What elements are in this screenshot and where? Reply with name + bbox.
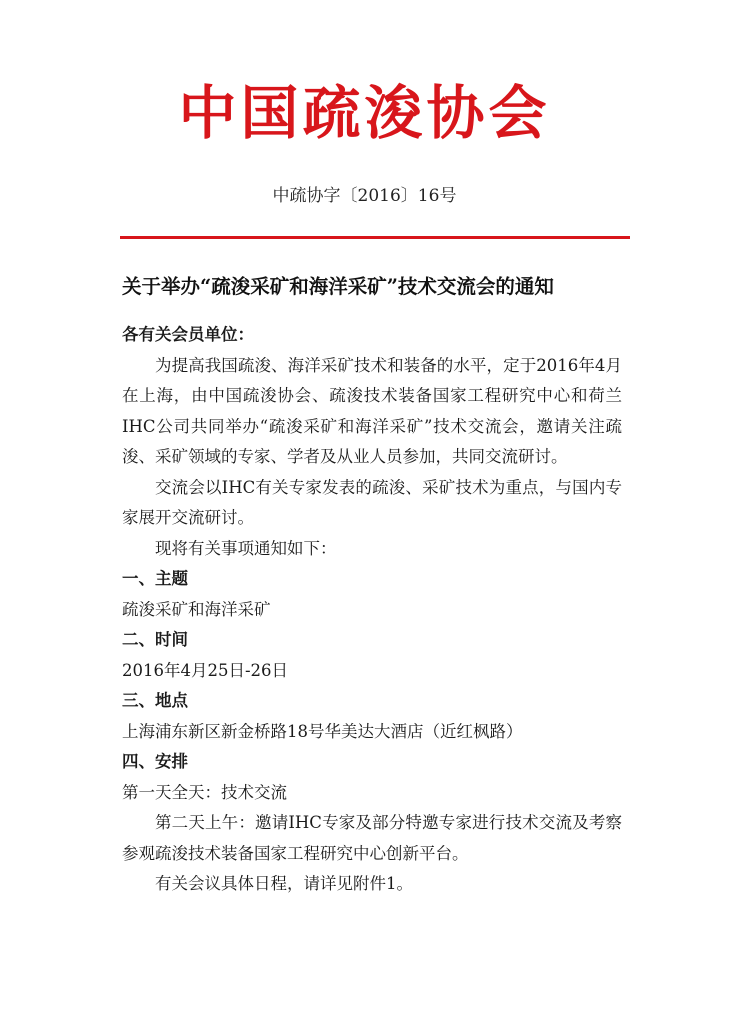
notice-body (122, 320, 622, 900)
notice-title: 关于举办“疏浚采矿和海洋采矿”技术交流会的通知 (122, 275, 554, 298)
document-number: 中疏协字〔2016〕16号 (272, 186, 457, 206)
schedule-day2-text: 第二天上午：邀请IHC专家及部分特邀专家进行技术交流及考察参观疏浚技术装备国家工程研究中心创新平台。 (122, 813, 622, 863)
focus-paragraph: 交流会以IHC有关专家发表的疏浚、采矿技术为重点，与国内专家展开交流研讨。 (122, 477, 622, 527)
section-heading-schedule: 四、安排 (122, 752, 188, 771)
intro-paragraph: 为提高我国疏浚、海洋采矿技术和装备的水平，定于2016年4月在上海，由中国疏浚协会、疏浚技术装备国家工程研究中心和荷兰IHC公司共同举办“疏浚采矿和海洋采矿”技术交流会，邀请关注疏浚、采矿领域的专家、学者及从业人员参加，共同交流研讨。 (122, 355, 622, 466)
section-heading-topic: 一、主题 (122, 569, 188, 588)
letterhead-organization-title: 中国疏浚协会 (178, 79, 551, 147)
time-text: 2016年4月25日-26日 (122, 660, 289, 680)
agenda-note: 有关会议具体日程，请详见附件1。 (155, 874, 413, 893)
schedule-day1-text: 第一天全天：技术交流 (122, 782, 287, 802)
salutation: 各有关会员单位： (122, 325, 254, 344)
section-heading-time: 二、时间 (122, 630, 188, 649)
lead-in-text: 现将有关事项通知如下： (155, 538, 337, 558)
section-heading-place: 三、地点 (122, 691, 188, 710)
letterhead-red-rule (120, 236, 630, 239)
topic-text: 疏浚采矿和海洋采矿 (122, 599, 271, 619)
place-text: 上海浦东新区新金桥路18号华美达大酒店（近红枫路） (122, 721, 523, 741)
